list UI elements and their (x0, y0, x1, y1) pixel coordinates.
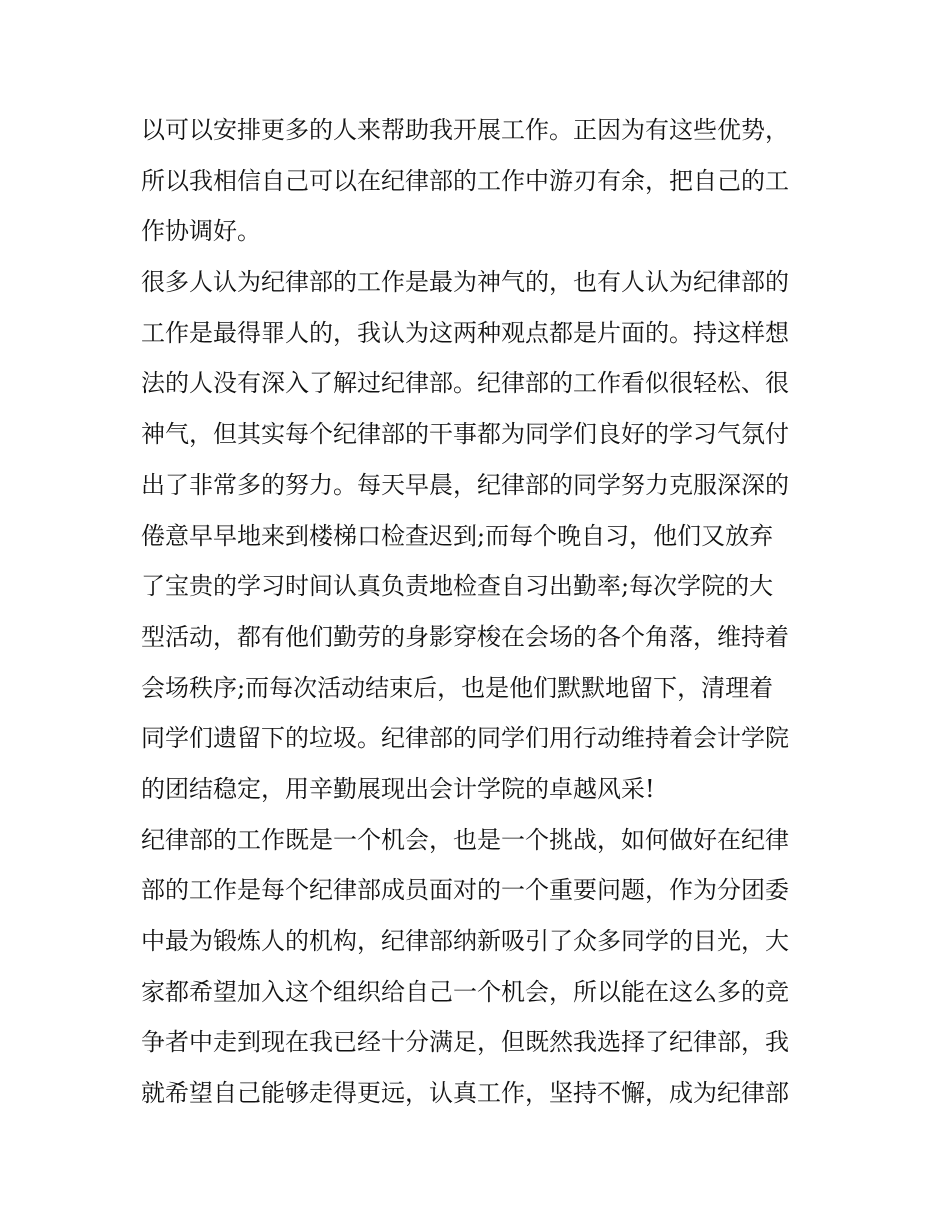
text-line: 了宝贵的学习时间认真负责地检查自习出勤率;每次学院的大 (141, 572, 774, 601)
text-line: 法的人没有深入了解过纪律部。纪律部的工作看似很轻松、很 (141, 369, 789, 398)
text-line: 倦意早早地来到楼梯口检查迟到;而每个晚自习，他们又放弃 (141, 521, 774, 550)
text-line: 中最为锻炼人的机构，纪律部纳新吸引了众多同学的目光，大 (141, 927, 789, 955)
text-line: 神气，但其实每个纪律部的干事都为同学们良好的学习气氛付 (141, 420, 789, 449)
text-line: 作协调好。 (141, 217, 261, 246)
text-line: 的团结稳定，用辛勤展现出会计学院的卓越风采! (141, 774, 655, 803)
text-line: 家都希望加入这个组织给自己一个机会，所以能在这么多的竞 (141, 977, 789, 1006)
text-line: 会场秩序;而每次活动结束后，也是他们默默地留下，清理着 (141, 673, 774, 702)
text-line: 工作是最得罪人的，我认为这两种观点都是片面的。持这样想 (141, 318, 789, 347)
text-line: 部的工作是每个纪律部成员面对的一个重要问题，作为分团委 (141, 876, 789, 905)
text-line: 很多人认为纪律部的工作是最为神气的，也有人认为纪律部的 (141, 268, 789, 297)
text-line: 以可以安排更多的人来帮助我开展工作。正因为有这些优势， (141, 116, 789, 144)
text-line: 所以我相信自己可以在纪律部的工作中游刃有余，把自己的工 (141, 166, 789, 195)
text-line: 同学们遗留下的垃圾。纪律部的同学们用行动维持着会计学院 (141, 724, 789, 753)
text-line: 就希望自己能够走得更远，认真工作，坚持不懈，成为纪律部 (141, 1079, 789, 1108)
text-line: 出了非常多的努力。每天早晨，纪律部的同学努力克服深深的 (141, 470, 789, 499)
body-text (141, 105, 816, 1119)
text-line: 型活动，都有他们勤劳的身影穿梭在会场的各个角落，维持着 (141, 622, 789, 651)
text-line: 纪律部的工作既是一个机会，也是一个挑战，如何做好在纪律 (141, 825, 789, 854)
text-line: 争者中走到现在我已经十分满足，但既然我选择了纪律部，我 (141, 1028, 789, 1057)
